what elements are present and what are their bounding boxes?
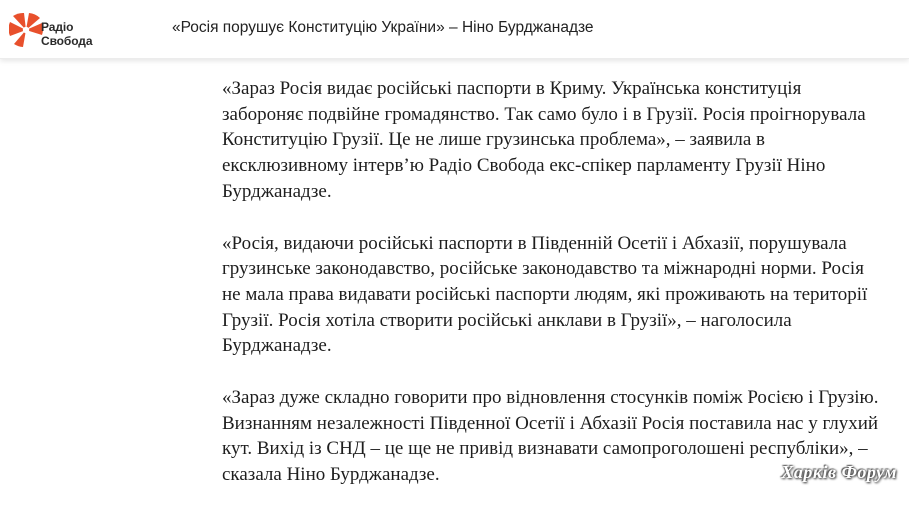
paragraph-line: «Зараз дуже складно говорити про відновлення стосунків поміж Росією і Грузію. — [222, 387, 879, 409]
paragraph-line: «Зараз Росія видає російські паспорти в Криму. Українська конституція — [222, 78, 802, 99]
paragraph-line: грузинське законодавство, російське законодавство та міжнародні норми. Росія — [222, 258, 864, 280]
paragraph-line: Грузії. Росія хотіла створити російські анклави в Грузії», – наголосила — [222, 309, 792, 331]
paragraph-line: сказала Ніно Бурджанадзе. — [222, 464, 440, 486]
paragraph-line: не мала права видавати російські паспорти людям, які проживають на території — [222, 283, 868, 305]
article-paragraph-2 — [222, 231, 882, 360]
logo-wordmark — [41, 20, 92, 48]
radio-svoboda-logo-icon — [9, 12, 43, 48]
paragraph-line: ексклюзивному інтерв’ю Радіо Свобода екс-спікер парламенту Грузії Ніно — [222, 155, 826, 177]
logo-line-1: Радіо — [41, 20, 74, 34]
paragraph-line: Визнанням незалежності Південної Осетії і Абхазії Росія поставила нас у глухий — [222, 412, 879, 434]
paragraph-line: кут. Вихід із СНД – це ще не привід визнавати самопроголошені республіки», – — [222, 438, 868, 460]
article-body — [222, 76, 882, 514]
paragraph-line: «Росія, видаючи російські паспорти в Південній Осетії і Абхазії, порушувала — [222, 232, 847, 254]
site-header — [0, 0, 909, 59]
paragraph-line: Конституцію Грузії. Це не лише грузинська проблема», – заявила в — [222, 129, 765, 151]
forum-watermark: Харків Форум — [781, 462, 897, 482]
page-title: «Росія порушує Конституцію України» – Ніно Бурджанадзе — [172, 19, 594, 36]
site-logo[interactable] — [9, 12, 109, 52]
paragraph-line: Бурджанадзе. — [222, 335, 332, 357]
paragraph-line: Бурджанадзе. — [222, 180, 332, 202]
logo-line-2: Свобода — [41, 34, 93, 48]
article-paragraph-1 — [222, 76, 882, 205]
paragraph-line: забороняє подвійне громадянство. Так само було і в Грузії. Росія проігнорувала — [222, 103, 866, 125]
